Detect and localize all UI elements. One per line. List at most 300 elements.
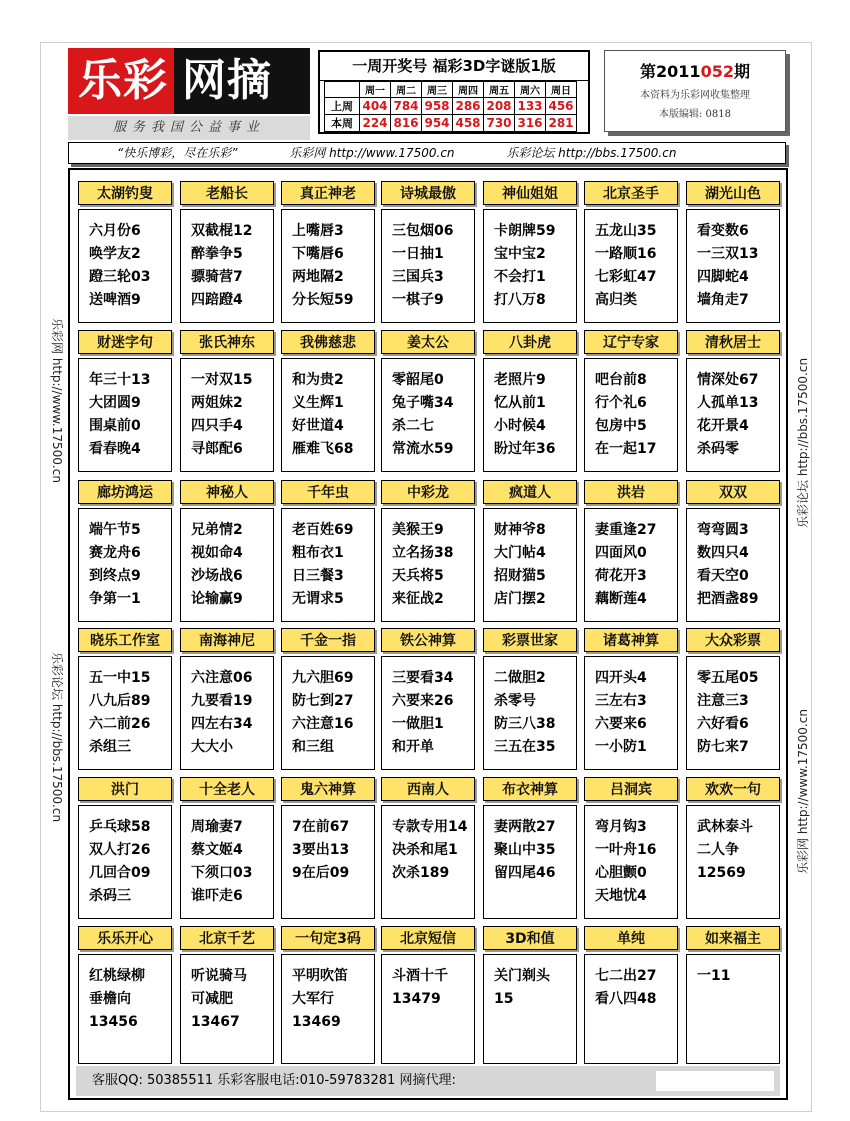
day-label: 周一 [360, 82, 391, 98]
tip-line: 争第一1 [89, 591, 141, 607]
tip-line: 一11 [697, 968, 731, 984]
tip-card [381, 480, 475, 622]
tip-line: 大军行 [292, 991, 334, 1007]
tip-card-title: 姜太公 [381, 330, 475, 354]
tip-card [483, 181, 577, 323]
tip-card-body [78, 209, 172, 323]
slogan: 服务我国公益事业 [68, 116, 310, 140]
tip-line: 谁吓走6 [191, 888, 243, 904]
tip-card-body [180, 954, 274, 1064]
tip-card [180, 628, 274, 770]
tip-card-body [686, 358, 780, 472]
draw-table [324, 81, 577, 132]
tip-line: 端午节5 [89, 522, 141, 538]
tip-card-body [483, 209, 577, 323]
tip-card [180, 480, 274, 622]
tip-card-title: 张氏神东 [180, 330, 274, 354]
tip-card-body [483, 805, 577, 919]
tip-line: 二人争 [697, 842, 739, 858]
tip-line: 聚山中35 [494, 842, 556, 858]
tip-card-body [686, 805, 780, 919]
tip-card [381, 330, 475, 472]
tip-line: 店门摆2 [494, 591, 546, 607]
tip-line: 忆从前1 [494, 395, 546, 411]
tip-line: 卡朗牌59 [494, 223, 556, 239]
tip-line: 唤学友2 [89, 246, 141, 262]
tip-line: 围桌前0 [89, 418, 141, 434]
tip-card [483, 777, 577, 919]
tip-line: 招财猫5 [494, 568, 546, 584]
tip-line: 15 [494, 991, 514, 1007]
tip-card-body [381, 954, 475, 1064]
tip-line: 天兵将5 [392, 568, 444, 584]
tip-line: 六月份6 [89, 223, 141, 239]
tip-card-body [281, 358, 375, 472]
tip-card-body [281, 209, 375, 323]
tip-line: 下须口03 [191, 865, 253, 881]
tip-line: 打八万8 [494, 292, 546, 308]
tip-card-title: 湖光山色 [686, 181, 780, 205]
logo-red: 乐彩 [68, 48, 174, 114]
tip-card [281, 628, 375, 770]
tip-card-body [483, 954, 577, 1064]
tip-line: 9在后09 [292, 865, 350, 881]
side-left-top: 乐彩网 http://www.17500.cn [50, 318, 64, 483]
tip-card [686, 777, 780, 919]
tip-line: 两姐妹2 [191, 395, 243, 411]
tip-line: 好世道4 [292, 418, 344, 434]
tip-card [78, 330, 172, 472]
tip-card [686, 480, 780, 622]
tip-line: 天地忧4 [595, 888, 647, 904]
tip-line: 六好看6 [697, 716, 749, 732]
tip-card [584, 926, 678, 1064]
tip-line: 二做胆2 [494, 670, 546, 686]
tip-line: 关门剃头 [494, 968, 550, 984]
tip-line: 乒乓球58 [89, 819, 151, 835]
tip-card-title: 千金一指 [281, 628, 375, 652]
tip-line: 大大小 [191, 739, 233, 755]
draw-corner [325, 82, 360, 98]
tip-line: 12569 [697, 865, 746, 881]
footer-bar [76, 1066, 780, 1096]
tip-card-body [686, 954, 780, 1064]
draw-number: 816 [391, 115, 422, 132]
tip-card-title: 一句定3码 [281, 926, 375, 950]
tip-card-body [78, 358, 172, 472]
day-label: 周四 [453, 82, 484, 98]
tip-card-title: 北京短信 [381, 926, 475, 950]
tip-line: 义生辉1 [292, 395, 344, 411]
tip-line: 四左右34 [191, 716, 253, 732]
tip-card [78, 480, 172, 622]
motto-bar [68, 142, 786, 164]
agent-blank [656, 1071, 774, 1091]
issue-number [605, 59, 785, 82]
tip-card [78, 181, 172, 323]
tip-line: 行个礼6 [595, 395, 647, 411]
tip-line: 大门帖4 [494, 545, 546, 561]
tip-line: 蔡文姬4 [191, 842, 243, 858]
day-label: 周日 [546, 82, 577, 98]
tip-line: 一做胆1 [392, 716, 444, 732]
tip-line: 雁难飞68 [292, 441, 354, 457]
draw-number: 404 [360, 98, 391, 115]
tip-card [281, 330, 375, 472]
tip-line: 七彩虹47 [595, 269, 657, 285]
tip-card-title: 我佛慈悲 [281, 330, 375, 354]
draw-number: 456 [546, 98, 577, 115]
tip-line: 送啤酒9 [89, 292, 141, 308]
draw-box [318, 50, 590, 134]
tip-line: 看天空0 [697, 568, 749, 584]
tip-line: 红桃绿柳 [89, 968, 145, 984]
tip-line: 三国兵3 [392, 269, 444, 285]
tip-line: 13456 [89, 1014, 138, 1030]
tip-line: 一棋子9 [392, 292, 444, 308]
tip-line: 看春晚4 [89, 441, 141, 457]
tip-line: 视如命4 [191, 545, 243, 561]
tip-line: 武林泰斗 [697, 819, 753, 835]
draw-number: 958 [422, 98, 453, 115]
tip-card [281, 181, 375, 323]
tip-card-title: 西南人 [381, 777, 475, 801]
tip-line: 荷花开3 [595, 568, 647, 584]
tip-line: 周瑜妻7 [191, 819, 243, 835]
tip-line: 吧台前8 [595, 372, 647, 388]
tip-card-title: 乐乐开心 [78, 926, 172, 950]
tip-card-body [281, 508, 375, 622]
tip-card-title: 中彩龙 [381, 480, 475, 504]
tip-line: 六要来6 [595, 716, 647, 732]
tip-line: 决杀和尾1 [392, 842, 458, 858]
tip-card [381, 777, 475, 919]
tip-card-title: 疯道人 [483, 480, 577, 504]
tip-line: 四面风0 [595, 545, 647, 561]
tip-line: 一三双13 [697, 246, 759, 262]
tip-line: 兔子嘴34 [392, 395, 454, 411]
tip-line: 杀零号 [494, 693, 536, 709]
tip-line: 立名扬38 [392, 545, 454, 561]
tip-card-title: 鬼六神算 [281, 777, 375, 801]
issue-suffix: 期 [733, 62, 750, 81]
tip-line: 三包烟06 [392, 223, 454, 239]
tip-card [381, 926, 475, 1064]
tip-card [686, 330, 780, 472]
tip-line: 盼过年36 [494, 441, 556, 457]
tip-line: 和开单 [392, 739, 434, 755]
tip-card [381, 628, 475, 770]
tip-card [180, 181, 274, 323]
motto: “快乐博彩，尽在乐彩” [117, 146, 238, 160]
draw-number: 286 [453, 98, 484, 115]
tip-card-body [584, 508, 678, 622]
side-right-bottom: 乐彩网 http://www.17500.cn [796, 709, 810, 874]
tip-card-title: 廊坊鸿运 [78, 480, 172, 504]
tip-card-body [483, 656, 577, 770]
tip-line: 上嘴唇3 [292, 223, 344, 239]
tip-card [584, 777, 678, 919]
tip-card [180, 330, 274, 472]
tip-line: 六要来26 [392, 693, 454, 709]
tip-card-title: 大众彩票 [686, 628, 780, 652]
tip-line: 年三十13 [89, 372, 151, 388]
tip-line: 四只手4 [191, 418, 243, 434]
draw-number: 316 [515, 115, 546, 132]
tip-card-body [584, 954, 678, 1064]
draw-days-row [325, 82, 577, 98]
tip-line: 看变数6 [697, 223, 749, 239]
day-label: 周三 [422, 82, 453, 98]
footer-text: 客服QQ: 50385511 乐彩客服电话:010-59783281 网摘代理: [92, 1073, 456, 1088]
tip-line: 一路顺16 [595, 246, 657, 262]
tip-line: 防三八38 [494, 716, 556, 732]
tip-line: 四踣蹬4 [191, 292, 243, 308]
tip-card-title: 诗城最傲 [381, 181, 475, 205]
tip-card-title: 吕洞宾 [584, 777, 678, 801]
tip-card-body [180, 508, 274, 622]
tip-line: 心胆颤0 [595, 865, 647, 881]
tip-line: 注意三3 [697, 693, 749, 709]
tip-line: 留四尾46 [494, 865, 556, 881]
tip-card-title: 如来福主 [686, 926, 780, 950]
tip-line: 三要看34 [392, 670, 454, 686]
tip-card [78, 628, 172, 770]
tip-line: 一日抽1 [392, 246, 444, 262]
tip-line: 五一中15 [89, 670, 151, 686]
tip-line: 妻重逢27 [595, 522, 657, 538]
tip-line: 7在前67 [292, 819, 350, 835]
tip-card-body [180, 209, 274, 323]
tip-line: 弯弯圆3 [697, 522, 749, 538]
day-label: 周五 [484, 82, 515, 98]
tip-line: 三左右3 [595, 693, 647, 709]
tip-line: 常流水59 [392, 441, 454, 457]
tip-line: 兄弟情2 [191, 522, 243, 538]
logo [68, 48, 310, 114]
tip-line: 杀码三 [89, 888, 131, 904]
tip-line: 杀组三 [89, 739, 131, 755]
tip-line: 蹬三轮03 [89, 269, 151, 285]
tip-card [78, 926, 172, 1064]
tip-card-title: 单纯 [584, 926, 678, 950]
tip-line: 看八四48 [595, 991, 657, 1007]
tip-card-body [584, 209, 678, 323]
tip-card [281, 926, 375, 1064]
tip-line: 财神爷8 [494, 522, 546, 538]
tip-line: 八九后89 [89, 693, 151, 709]
tip-card-body [78, 954, 172, 1064]
tip-line: 六注意06 [191, 670, 253, 686]
tip-card [584, 181, 678, 323]
tip-line: 情深处67 [697, 372, 759, 388]
logo-black: 网摘 [174, 48, 310, 114]
tip-line: 高归类 [595, 292, 637, 308]
tip-line: 美猴王9 [392, 522, 444, 538]
tip-line: 醉拳争5 [191, 246, 243, 262]
tip-line: 四脚蛇4 [697, 269, 749, 285]
issue-note-2: 本版编辑: 0818 [659, 109, 731, 120]
tip-line: 分长短59 [292, 292, 354, 308]
tip-card [584, 480, 678, 622]
tip-card-body [381, 358, 475, 472]
tip-card-title: 千年虫 [281, 480, 375, 504]
tip-line: 13469 [292, 1014, 341, 1030]
tip-line: 零韶尾0 [392, 372, 444, 388]
day-label: 周二 [391, 82, 422, 98]
tip-line: 和为贵2 [292, 372, 344, 388]
tip-line: 宝中宝2 [494, 246, 546, 262]
last-week-row [325, 98, 577, 115]
tip-line: 九六胆69 [292, 670, 354, 686]
tip-line: 赛龙舟6 [89, 545, 141, 561]
tip-line: 杀码零 [697, 441, 739, 457]
tip-line: 论输赢9 [191, 591, 243, 607]
tip-line: 老百姓69 [292, 522, 354, 538]
tip-line: 听说骑马 [191, 968, 247, 984]
tip-card-title: 3D和值 [483, 926, 577, 950]
tip-line: 无谓求5 [292, 591, 344, 607]
tip-line: 双截棍12 [191, 223, 253, 239]
tip-line: 骠骑营7 [191, 269, 243, 285]
tip-card-body [686, 508, 780, 622]
tip-line: 斗酒十千 [392, 968, 448, 984]
tip-line: 妻两散27 [494, 819, 556, 835]
tip-line: 七二出27 [595, 968, 657, 984]
tip-card-body [483, 508, 577, 622]
tip-card-body [381, 656, 475, 770]
tip-line: 四开头4 [595, 670, 647, 686]
tip-card-title: 财迷字句 [78, 330, 172, 354]
tip-line: 13467 [191, 1014, 240, 1030]
draw-number: 224 [360, 115, 391, 132]
tip-line: 平明吹笛 [292, 968, 348, 984]
tip-card-body [180, 805, 274, 919]
tip-card-title: 神秘人 [180, 480, 274, 504]
tip-line: 防七来7 [697, 739, 749, 755]
tip-line: 垂檐向 [89, 991, 131, 1007]
tip-line: 粗布衣1 [292, 545, 344, 561]
tip-card-body [686, 209, 780, 323]
tip-line: 大团圆9 [89, 395, 141, 411]
tip-card-body [78, 805, 172, 919]
tip-line: 六二前26 [89, 716, 151, 732]
tip-card-title: 真正神老 [281, 181, 375, 205]
tip-line: 数四只4 [697, 545, 749, 561]
tip-line: 双人打26 [89, 842, 151, 858]
tip-card [381, 181, 475, 323]
tip-card-body [78, 508, 172, 622]
draw-number: 208 [484, 98, 515, 115]
tip-card-title: 南海神尼 [180, 628, 274, 652]
tip-card-title: 清秋居士 [686, 330, 780, 354]
draw-number: 133 [515, 98, 546, 115]
tip-line: 一小防1 [595, 739, 647, 755]
tip-card-body [686, 656, 780, 770]
tip-card [180, 926, 274, 1064]
tip-line: 防七到27 [292, 693, 354, 709]
tip-card-title: 洪门 [78, 777, 172, 801]
tip-card [281, 480, 375, 622]
tip-card-title: 诸葛神算 [584, 628, 678, 652]
tip-line: 花开景4 [697, 418, 749, 434]
tip-card [180, 777, 274, 919]
tip-line: 老照片9 [494, 372, 546, 388]
tip-line: 人孤单13 [697, 395, 759, 411]
draw-number: 458 [453, 115, 484, 132]
tip-card-body [281, 954, 375, 1064]
tip-card-body [381, 508, 475, 622]
tip-line: 寻郎配6 [191, 441, 243, 457]
tip-card [584, 628, 678, 770]
draw-number: 784 [391, 98, 422, 115]
tip-card [281, 777, 375, 919]
tip-card-body [483, 358, 577, 472]
tip-card [686, 181, 780, 323]
tip-line: 到终点9 [89, 568, 141, 584]
tip-line: 来征战2 [392, 591, 444, 607]
tip-card [686, 926, 780, 1064]
this-week-row [325, 115, 577, 132]
tip-line: 下嘴唇6 [292, 246, 344, 262]
tip-card-title: 辽宁专家 [584, 330, 678, 354]
tip-line: 不会打1 [494, 269, 546, 285]
site-link-main[interactable]: 乐彩网 http://www.17500.cn [289, 146, 455, 160]
tip-card-title: 双双 [686, 480, 780, 504]
tip-card-body [180, 358, 274, 472]
tip-card-title: 晓乐工作室 [78, 628, 172, 652]
site-link-forum[interactable]: 乐彩论坛 http://bbs.17500.cn [506, 146, 677, 160]
tip-line: 六注意16 [292, 716, 354, 732]
tip-card-title: 欢欢一句 [686, 777, 780, 801]
tip-card-body [584, 656, 678, 770]
tip-line: 墙角走7 [697, 292, 749, 308]
tip-line: 13479 [392, 991, 441, 1007]
draw-number: 730 [484, 115, 515, 132]
tip-line: 把酒盏89 [697, 591, 759, 607]
tip-line: 次杀189 [392, 865, 450, 881]
tip-card-title: 八卦虎 [483, 330, 577, 354]
tip-card-body [78, 656, 172, 770]
tip-line: 两地隔2 [292, 269, 344, 285]
tip-card [584, 330, 678, 472]
tip-card-body [381, 209, 475, 323]
draw-number: 954 [422, 115, 453, 132]
tip-card-body [281, 656, 375, 770]
issue-highlight: 052 [700, 62, 734, 81]
tip-line: 可减肥 [191, 991, 233, 1007]
tip-card-title: 洪岩 [584, 480, 678, 504]
last-week-label: 上周 [325, 98, 360, 115]
issue-note-1: 本资料为乐彩网收集整理 [640, 90, 750, 101]
tip-line: 日三餐3 [292, 568, 344, 584]
issue-box [604, 50, 786, 132]
tip-card-body [584, 805, 678, 919]
tip-line: 五龙山35 [595, 223, 657, 239]
tip-line: 专款专用14 [392, 819, 468, 835]
tip-line: 一叶舟16 [595, 842, 657, 858]
tip-line: 沙场战6 [191, 568, 243, 584]
draw-title: 一周开奖号 福彩3D字谜版1版 [320, 52, 588, 81]
draw-number: 281 [546, 115, 577, 132]
tip-card-body [584, 358, 678, 472]
tip-card [483, 330, 577, 472]
tip-card-title: 彩票世家 [483, 628, 577, 652]
tip-line: 杀二七 [392, 418, 434, 434]
tip-card-title: 北京圣手 [584, 181, 678, 205]
tip-card-body [381, 805, 475, 919]
tip-card [78, 777, 172, 919]
